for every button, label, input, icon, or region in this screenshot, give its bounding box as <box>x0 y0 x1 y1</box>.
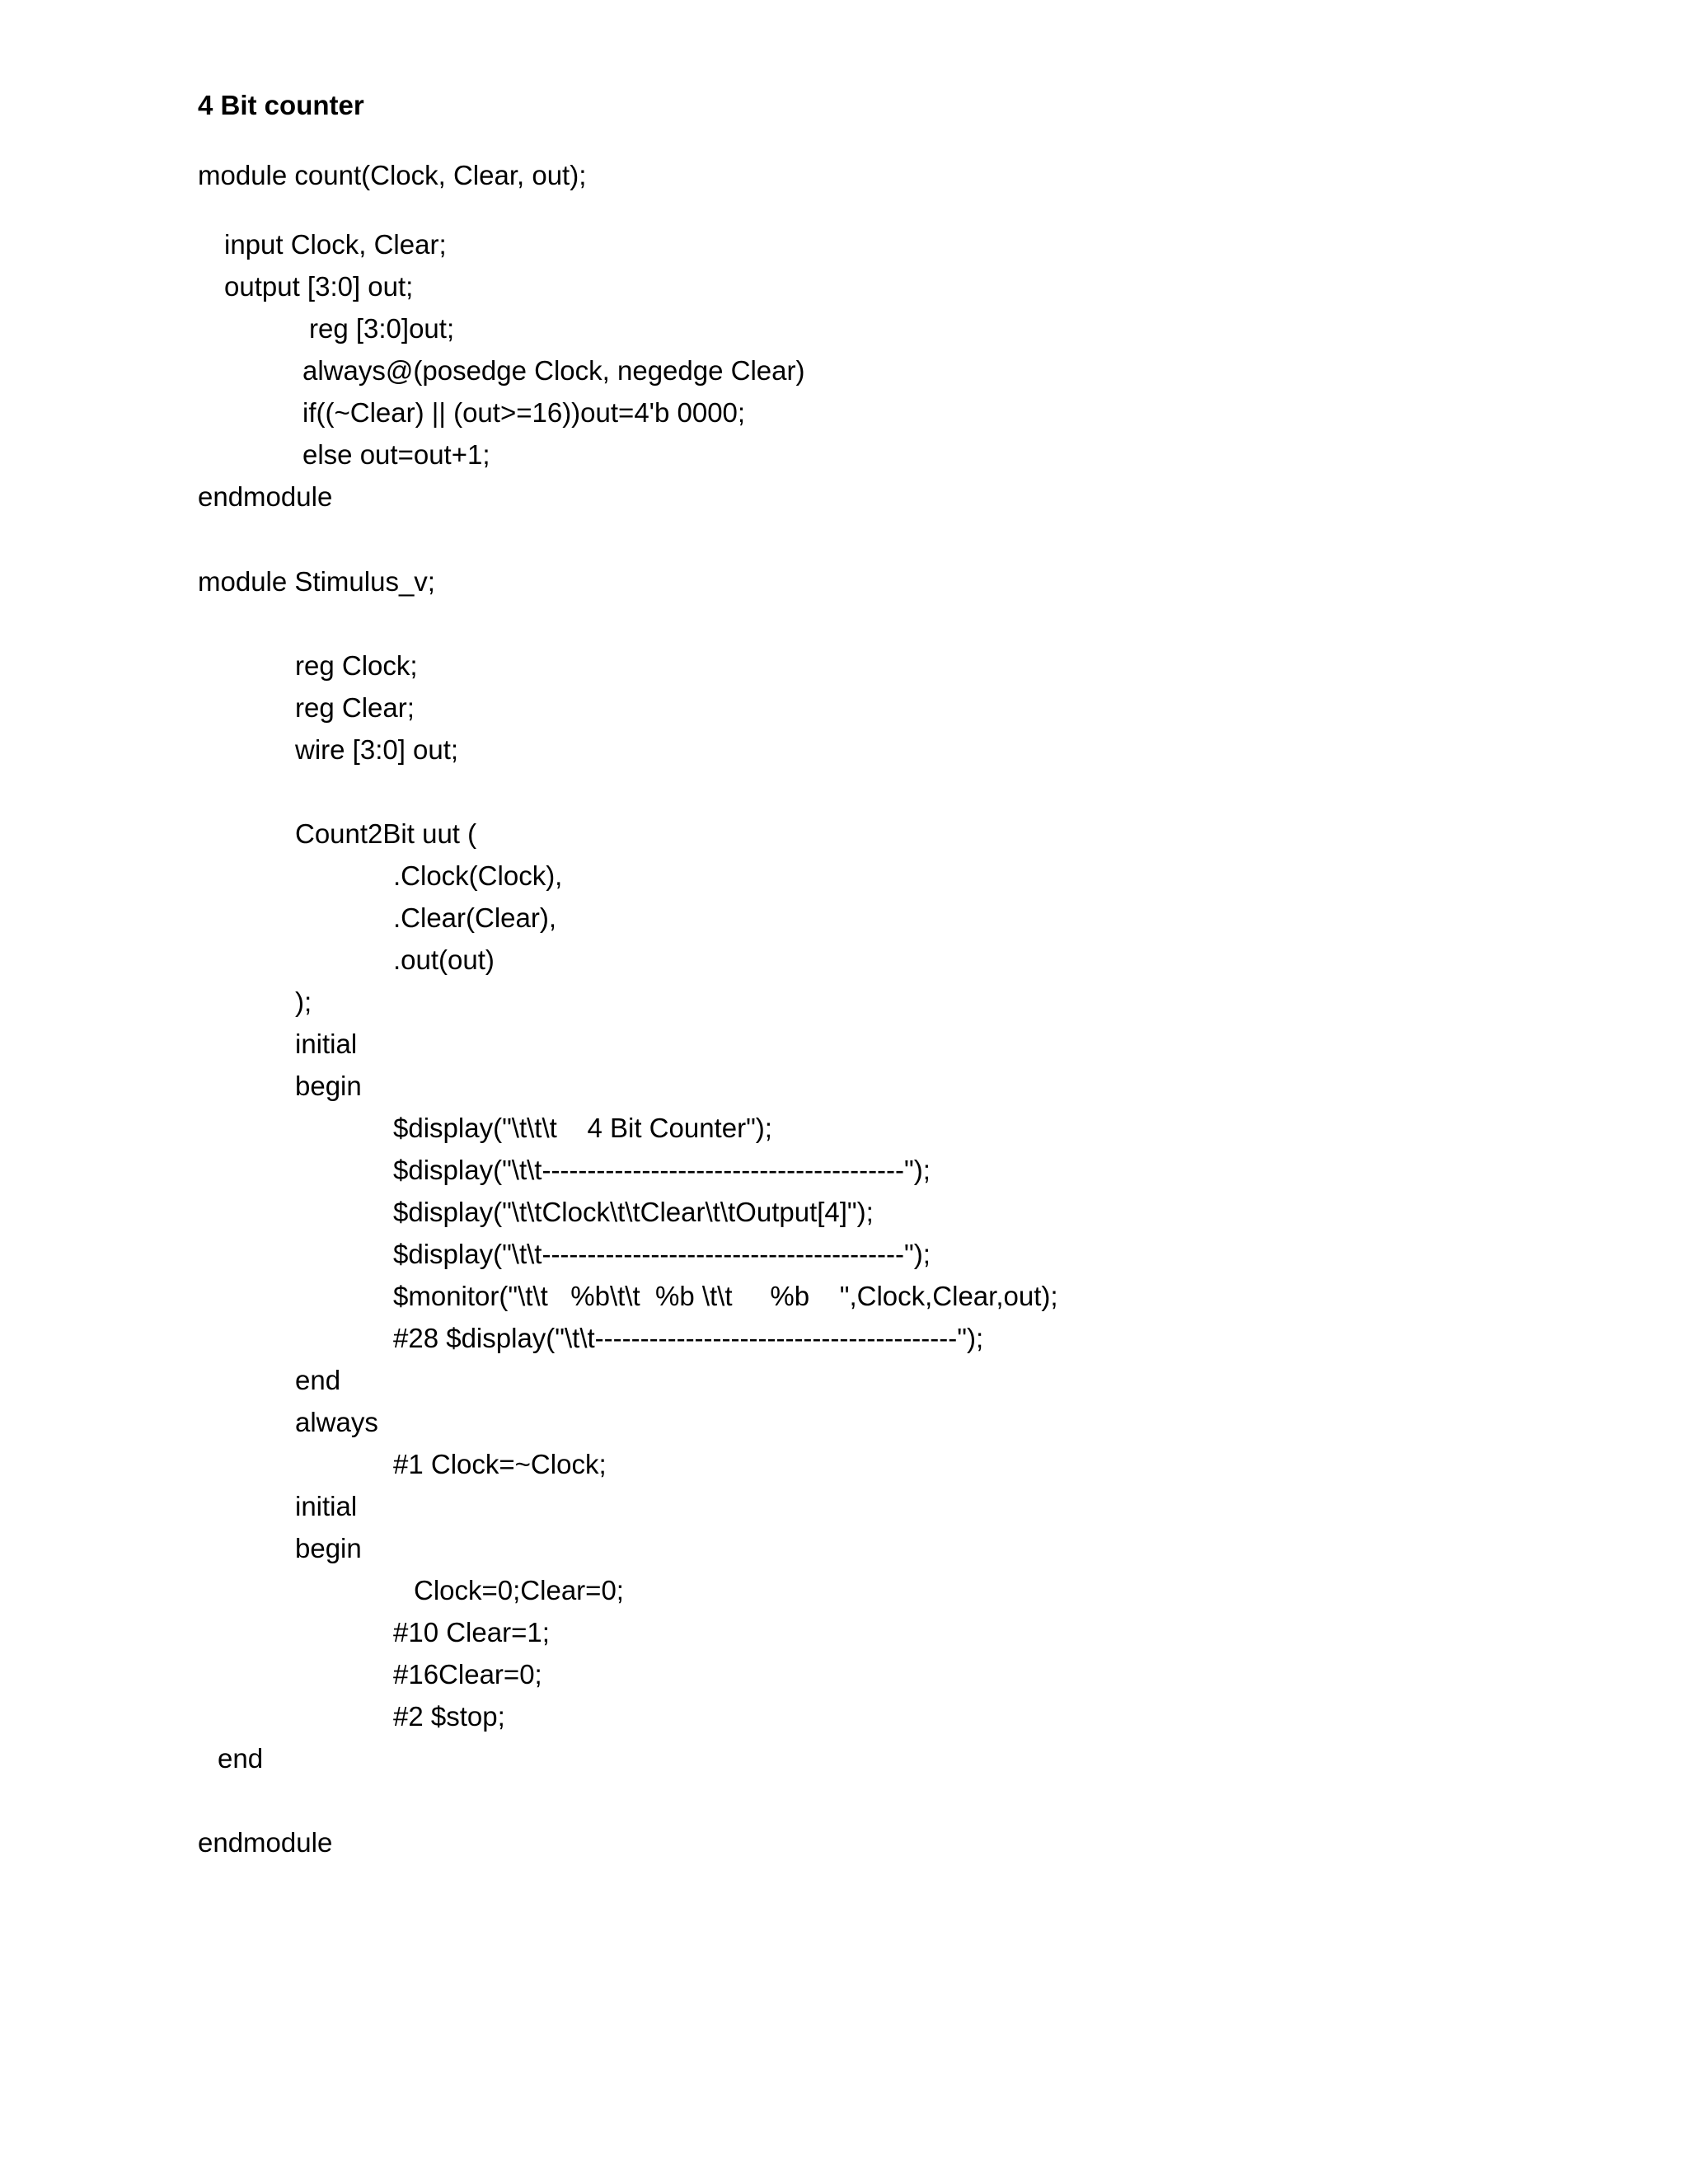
code-line: ); <box>295 987 312 1017</box>
code-line: Count2Bit uut ( <box>295 818 477 849</box>
code-line: if((~Clear) || (out>=16))out=4'b 0000; <box>302 397 746 428</box>
code-line: module Stimulus_v; <box>198 566 435 597</box>
code-line: #1 Clock=~Clock; <box>393 1449 607 1479</box>
document-title: 4 Bit counter <box>198 90 364 120</box>
code-line: reg Clock; <box>295 650 418 681</box>
code-line: initial <box>295 1491 358 1521</box>
code-line: $monitor("\t\t %b\t\t %b \t\t %b ",Clock,Clear,out); <box>393 1281 1058 1311</box>
code-line: input Clock, Clear; <box>224 229 447 260</box>
code-line: .Clear(Clear), <box>393 902 557 933</box>
code-line: always@(posedge Clock, negedge Clear) <box>302 355 805 386</box>
code-line: else out=out+1; <box>302 439 490 470</box>
code-line: #16Clear=0; <box>393 1659 542 1690</box>
code-line: #2 $stop; <box>393 1701 505 1732</box>
code-line: end <box>218 1743 264 1774</box>
code-line: $display("\t\tClock\t\tClear\t\tOutput[4]"); <box>393 1197 874 1227</box>
code-line: reg [3:0]out; <box>309 313 455 344</box>
code-line: .Clock(Clock), <box>393 860 563 891</box>
code-line: output [3:0] out; <box>224 271 414 302</box>
code-line: begin <box>295 1533 362 1563</box>
code-line: $display("\t\t----------------------------------------"); <box>393 1155 931 1185</box>
code-line: endmodule <box>198 481 333 512</box>
code-line: .out(out) <box>393 944 495 975</box>
code-line: module count(Clock, Clear, out); <box>198 160 587 190</box>
code-line: $display("\t\t----------------------------------------"); <box>393 1239 931 1269</box>
code-line: reg Clear; <box>295 692 415 723</box>
code-line: wire [3:0] out; <box>295 734 459 765</box>
code-line: #10 Clear=1; <box>393 1617 550 1647</box>
code-line: always <box>295 1407 378 1437</box>
code-line: endmodule <box>198 1827 333 1858</box>
code-line: $display("\t\t\t 4 Bit Counter"); <box>393 1113 772 1143</box>
code-line: begin <box>295 1071 362 1101</box>
code-line: initial <box>295 1029 358 1059</box>
code-line: Clock=0;Clear=0; <box>414 1575 624 1605</box>
code-line: #28 $display("\t\t----------------------------------------"); <box>393 1323 984 1353</box>
code-line: end <box>295 1365 341 1395</box>
